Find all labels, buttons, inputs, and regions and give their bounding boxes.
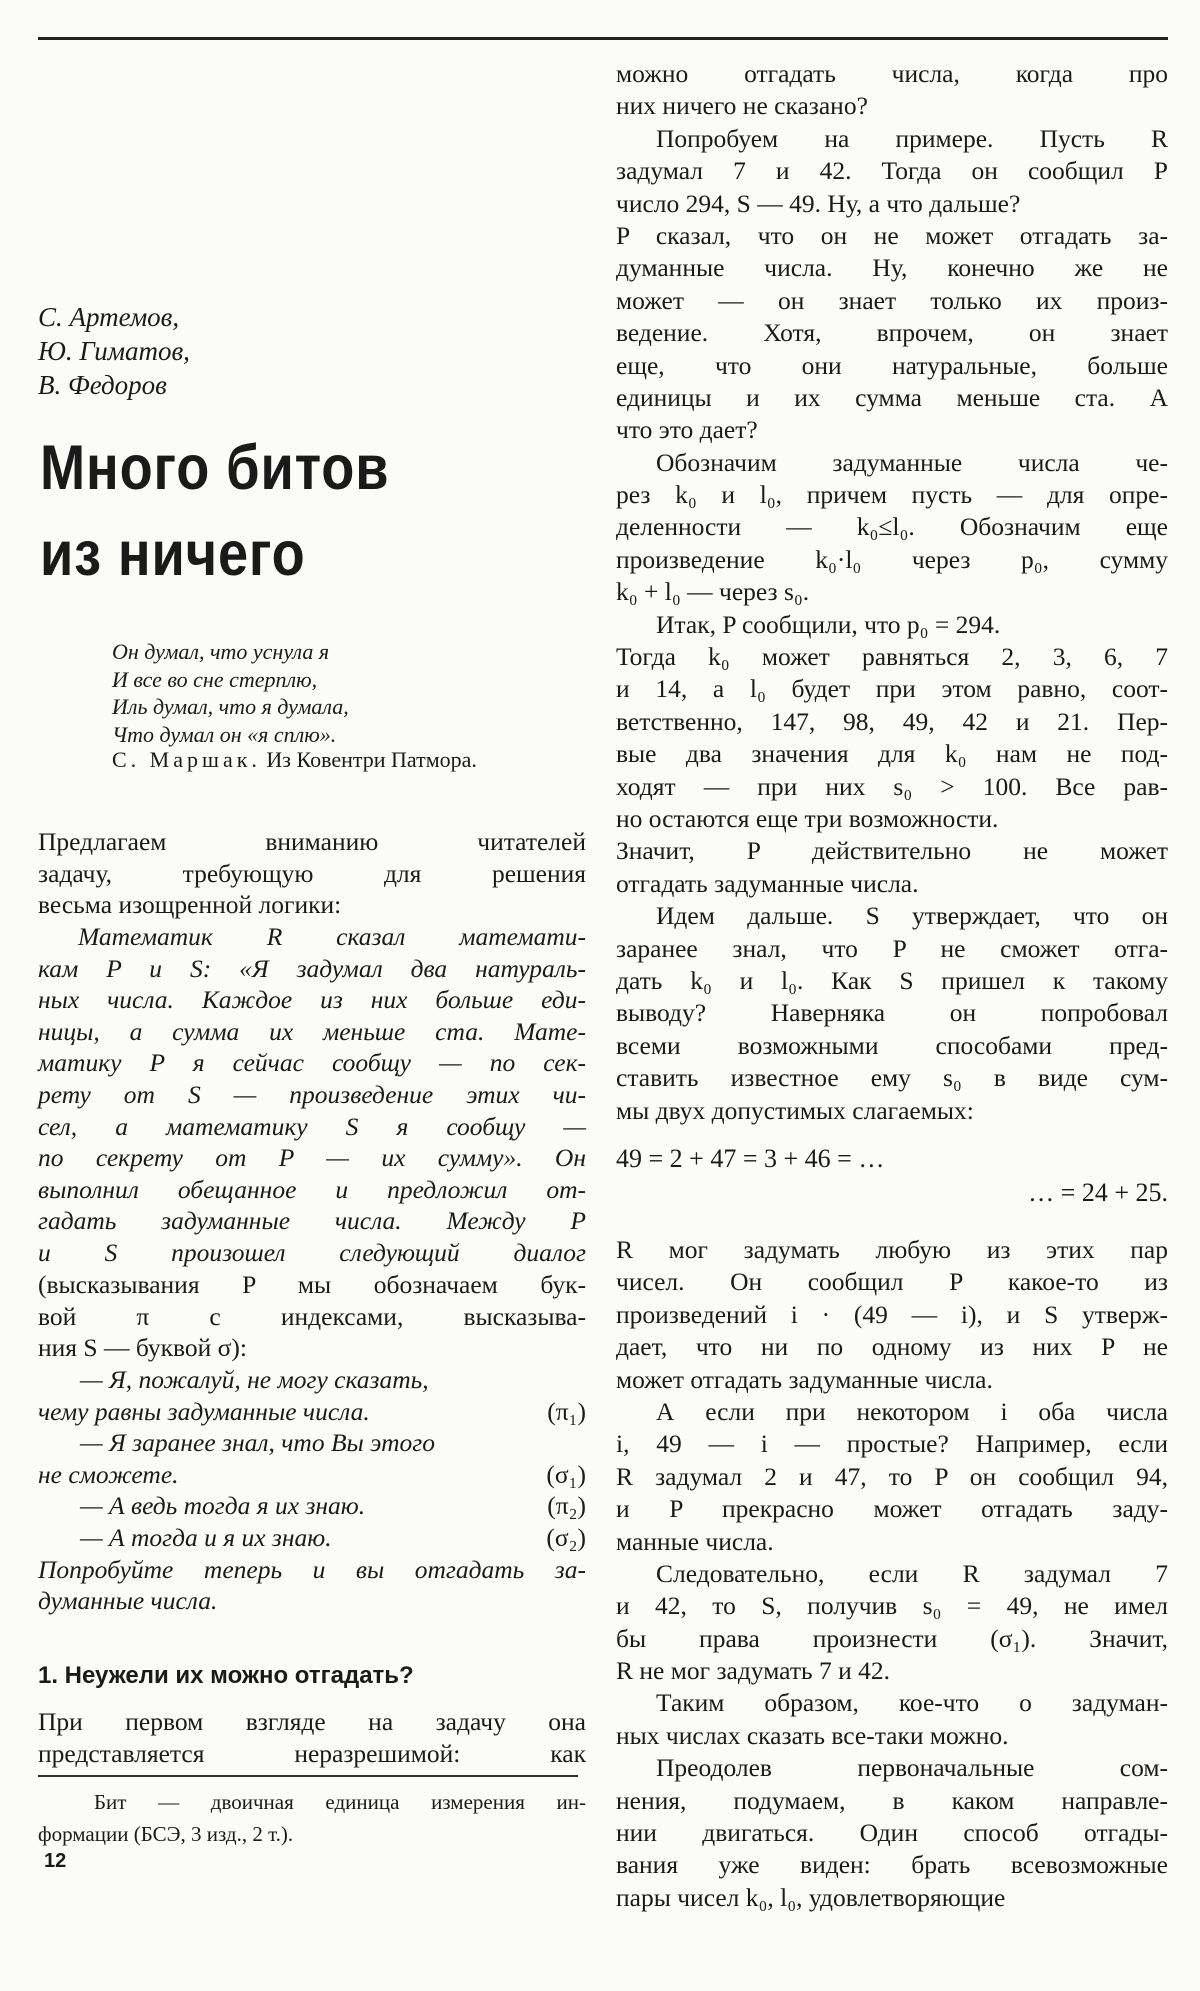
text-line: может — он знает только их произ- [616,285,1168,315]
dialog-text: — А тогда и я их знаю. [80,1522,332,1552]
text-line: ставить известное ему s₀ в виде сум- [616,1063,1168,1093]
text-line: ходят — при них s₀ > 100. Все рав- [616,771,1168,801]
dialog-tag: (σ₁) [546,1459,586,1489]
text-line: i, 49 — i — простые? Например, если [616,1429,1168,1459]
text-line: рез k₀ и l₀, причем пусть — для опре- [616,480,1168,510]
text-line: (высказывания P мы обозначаем бук- [38,1270,586,1299]
text-line: весьма изощренной логики: [38,890,342,920]
text-line: P сказал, что он не может отгадать за- [616,220,1168,250]
text-line: Таким образом, кое-что о задуман- [656,1688,1168,1718]
text-line: Преодолев первоначальные сом- [656,1753,1168,1783]
text-line: матику P я сейчас сообщу — по сек- [38,1048,586,1078]
text-line: представляется неразрешимой: как [38,1738,586,1768]
text-line: Значит, P действительно не может [616,836,1168,866]
text-line: Обозначим задуманные числа че- [656,447,1168,477]
footnote [38,1789,586,1852]
text-line: Следовательно, если R задумал 7 [656,1558,1168,1588]
text-line: чисел. Он сообщил P какое-то из [616,1267,1168,1297]
article-title [40,425,389,597]
equation-line-1: 49 = 2 + 47 = 3 + 46 = … [616,1144,885,1173]
text-line: по секрету от P — их сумму». Он [38,1143,586,1173]
text-line: ветственно, 147, 98, 49, 42 и 21. Пер- [616,706,1168,736]
dialog-text: чему равны задуманные числа. [38,1396,370,1426]
dialog-tag: (σ₂) [546,1522,586,1552]
epigraph-author: С. Маршак. [112,747,261,772]
author-2: Ю. Гиматов, [38,336,190,366]
text-line: Предлагаем вниманию читателей [38,827,586,856]
right-column-block-2 [616,1234,1168,1914]
text-line: Попробуйте теперь и вы отгадать за- [38,1554,586,1584]
top-rule [38,37,1168,40]
dialog-text: — Я заранее знал, что Вы этого [80,1428,435,1458]
dialog-tag: (π₁) [547,1396,586,1426]
footnote-rule [38,1775,578,1777]
text-line: что это дает? [616,415,758,445]
text-line: и P прекрасно может отгадать заду- [616,1494,1168,1524]
epigraph-source [112,747,477,773]
text-line: и 42, то S, получив s₀ = 49, не имел [616,1591,1168,1621]
text-line: выводу? Наверняка он попробовал [616,998,1168,1028]
text-line: сел, а математику S я сообщу — [38,1111,586,1141]
text-line: вые два значения для k₀ нам не под- [616,739,1168,769]
text-line: задумал 7 и 42. Тогда он сообщил P [616,156,1168,186]
text-line: бы права произнести (σ₁). Значит, [616,1623,1168,1653]
text-line: можно отгадать числа, когда про [616,59,1168,88]
text-line: них ничего не сказано? [616,91,868,121]
dialog-text: — Я, пожалуй, не могу сказать, [80,1365,429,1394]
text-line: k₀ + l₀ — через s₀. [616,577,810,607]
text-line: кам P и S: «Я задумал два натураль- [38,953,586,983]
text-line: ных числа. Каждое из них больше еди- [38,985,586,1015]
text-line: единицы и их сумма меньше ста. А [616,382,1168,412]
text-line: мы двух допустимых слагаемых: [616,1095,974,1125]
text-line: Тогда k₀ может равняться 2, 3, 6, 7 [616,642,1168,672]
footnote-line: формации (БСЭ, 3 изд., 2 т.). [38,1821,294,1846]
text-line: деленности — k₀≤l₀. Обозначим еще [616,512,1168,542]
right-column-block-1 [616,58,1168,1127]
text-line: и 14, а l₀ будет при этом равно, соот- [616,674,1168,704]
author-1: С. Артемов, [38,302,180,332]
section-paragraph [38,1706,586,1769]
text-line: ных числах сказать все-таки можно. [616,1720,1009,1750]
text-line: и S произошел следующий диалог [38,1237,586,1267]
text-line: дать k₀ и l₀. Как S пришел к такому [616,965,1168,995]
dialog-line [38,1522,586,1554]
text-line: R не мог задумать 7 и 42. [616,1656,891,1686]
section-heading: 1. Неужели их можно отгадать? [38,1662,414,1689]
text-line: отгадать задуманные числа. [616,868,919,898]
title-line-2: из ничего [40,519,306,589]
epigraph-line: Что думал он «я сплю». [112,721,337,747]
text-line: ницы, а сумма их меньше ста. Мате- [38,1016,586,1046]
text-line: задачу, требующую для решения [38,858,586,888]
dialog [38,1364,586,1617]
epigraph [112,638,349,748]
text-line: дает, что ни по одному из них P не [616,1332,1168,1362]
text-line: произведение k₀·l₀ через p₀, сумму [616,544,1168,574]
dialog-line [38,1427,586,1459]
page-number: 12 [44,1850,67,1872]
text-line: еще, что они натуральные, больше [616,350,1168,380]
dialog-line [38,1396,586,1428]
text-line: число 294, S — 49. Ну, а что дальше? [616,188,1021,218]
epigraph-line: Иль думал, что я думала, [112,694,349,719]
text-line: вания уже виден: брать всевозможные [616,1850,1168,1880]
text-line: заранее знал, что P не сможет отга- [616,933,1168,963]
text-line: но остаются еще три возможности. [616,803,999,833]
dialog-line [38,1490,586,1522]
dialog-line [38,1459,586,1491]
text-line: произведений i · (49 — i), и S утверж- [616,1299,1168,1329]
equation-line-2: … = 24 + 25. [1028,1178,1168,1207]
text-line: ния S — буквой σ): [38,1333,247,1363]
text-line: Математик R сказал математи- [78,922,586,951]
text-line: R мог задумать любую из этих пар [616,1235,1168,1264]
problem-statement [38,921,586,1269]
text-line: думанные числа. Ну, конечно же не [616,253,1168,283]
text-line: всеми возможными способами пред- [616,1030,1168,1060]
title-line-1: Много битов [40,433,390,503]
text-line: нения, подумаем, в каком направле- [616,1785,1168,1815]
epigraph-work: Из Ковентри Патмора. [266,747,477,772]
notation-note [38,1269,586,1364]
text-line: может отгадать задуманные числа. [616,1364,993,1394]
text-line: вой π с индексами, высказыва- [38,1301,586,1331]
text-line: манные числа. [616,1526,774,1556]
author-3: В. Федоров [38,370,167,400]
text-line: нии двигаться. Один способ отгады- [616,1818,1168,1848]
footnote-line: Бит — двоичная единица измерения ин- [94,1790,586,1814]
text-line: А если при некотором i оба числа [656,1396,1168,1426]
dialog-tag: (π₂) [547,1491,586,1521]
text-line: пары чисел k₀, l₀, удовлетворяющие [616,1882,1006,1912]
text-line: ведение. Хотя, впрочем, он знает [616,318,1168,348]
authors [38,300,190,402]
intro-paragraph [38,826,586,921]
text-line: рету от S — произведение этих чи- [38,1079,586,1109]
text-line: При первом взгляде на задачу она [38,1707,586,1736]
epigraph-line: Он думал, что уснула я [112,639,330,664]
dialog-line [38,1364,586,1396]
text-line: R задумал 2 и 47, то P он сообщил 94, [616,1461,1168,1491]
dialog-text: — А ведь тогда я их знаю. [80,1491,366,1521]
text-line: Идем дальше. S утверждает, что он [656,901,1168,931]
text-line: Попробуем на примере. Пусть R [656,123,1168,153]
text-line: выполнил обещанное и предложил от- [38,1174,586,1204]
text-line: думанные числа. [38,1586,218,1616]
text-line: гадать задуманные числа. Между P [38,1206,586,1236]
epigraph-line: И все во сне стерплю, [112,666,318,692]
dialog-text: не сможете. [38,1459,179,1489]
text-line: Итак, P сообщили, что p₀ = 294. [656,609,1001,639]
